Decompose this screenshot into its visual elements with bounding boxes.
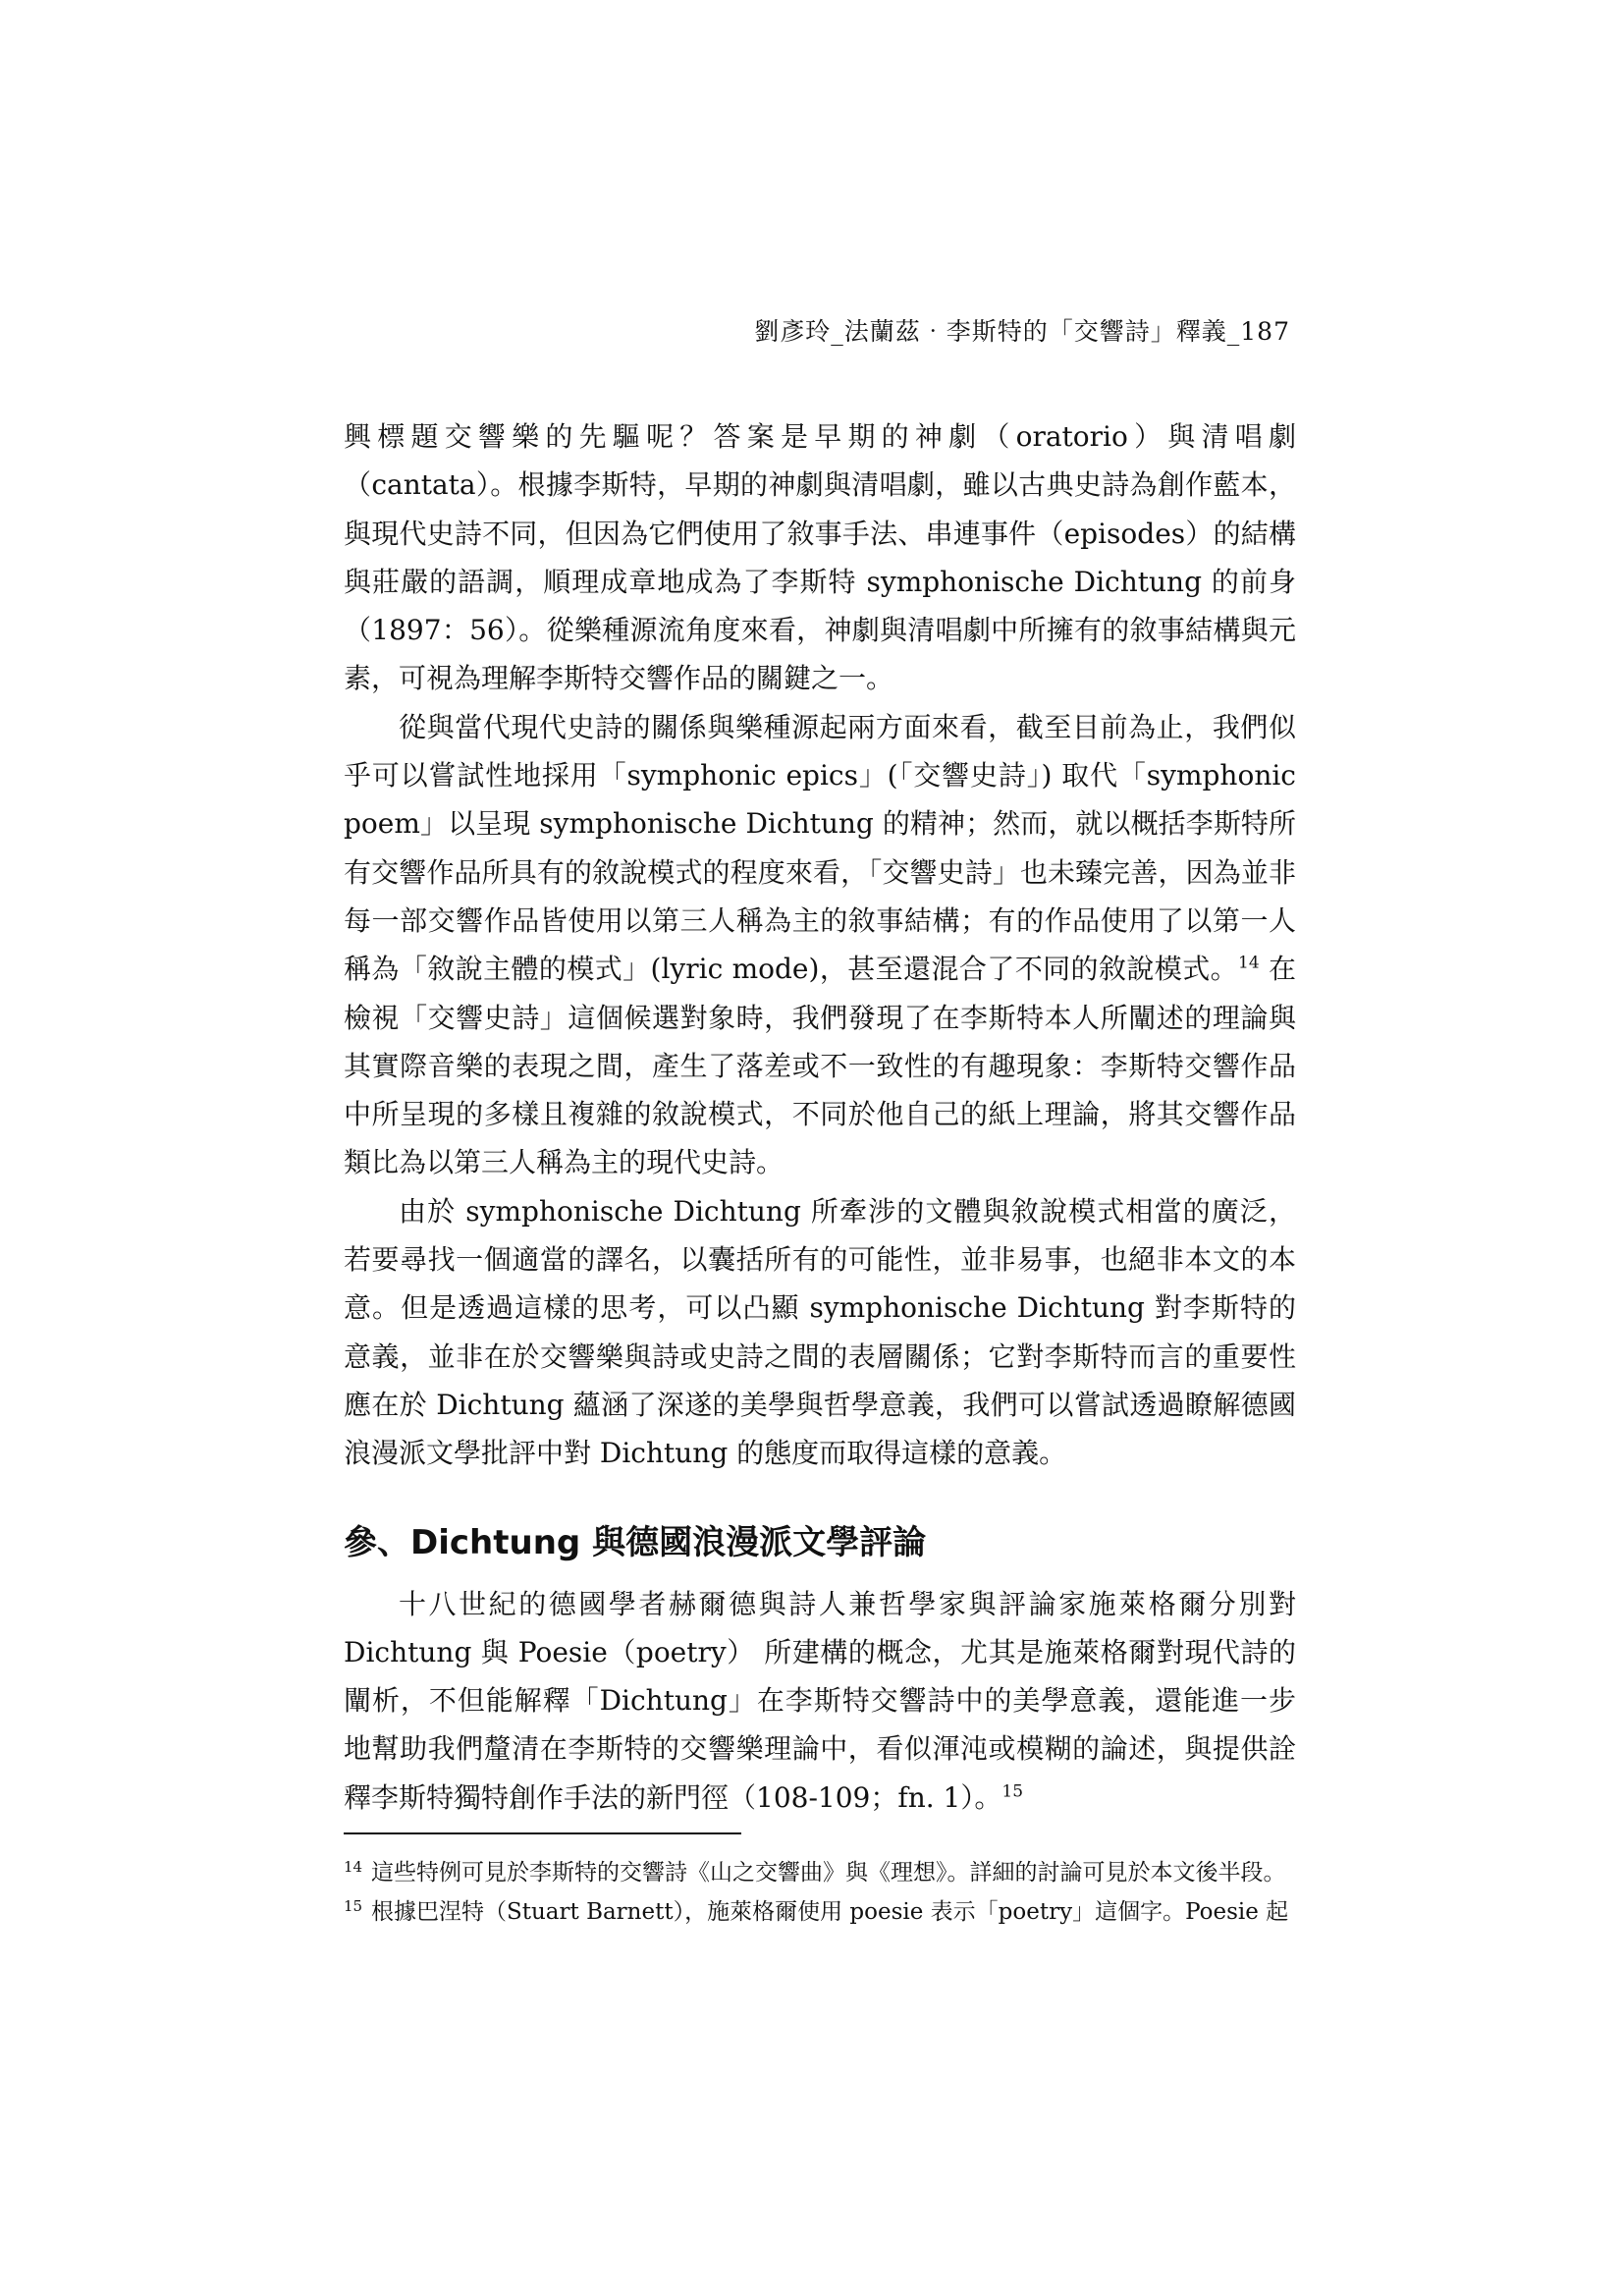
footnote-ref-15[interactable]: 15 <box>1001 1781 1024 1802</box>
paragraph-2-continuation: 在檢視「交響史詩」這 <box>344 953 1297 1034</box>
paragraph-4-text: 十八世紀的德國學者赫爾德與詩人兼哲學家與評論家施萊格爾分別對 Dichtung 與 Poesie（poetry） 所建構的概念，尤其是施萊格爾對現代詩的闡析，不但能解釋「Dichtung」在李斯特交響詩中的美學意義，還能進一步地幫助我們釐清在李斯特的交響樂理論中，看似渾沌或模糊的論述，與提供詮釋李斯特獨特創作手法的新門徑（108-109；fn. 1）。 <box>344 1587 1296 1814</box>
footnote-text: 根據巴涅特（Stuart Barnett），施萊格爾使用 poesie 表示「poetry」這個字。Poesie 起 <box>371 1899 1289 1925</box>
paragraph-3: 由於 symphonische Dichtung 所牽涉的文體與敘說模式相當的廣泛，若要尋找一個適當的譯名，以囊括所有的可能性，並非易事，也絕非本文的本意。但是透過這樣的思考，可以凸顯 symphonische Dichtung 對李斯特的意義，並非在於交響樂與詩或史詩之間的表層關係；它對李斯特而言的重要性應在於 Dichtung 蘊涵了深遂的美學與哲學意義，我們可以嘗試透過瞭解德國浪漫派文學批評中對 Dichtung 的態度而取得這樣的意義。 <box>344 1194 1296 1470</box>
footnote-number: 14 <box>344 1858 363 1876</box>
footnote-divider <box>344 1832 741 1834</box>
paragraph-2 <box>344 703 1296 1187</box>
body-text <box>344 412 1296 1822</box>
paragraph-4 <box>344 1580 1296 1822</box>
paragraph-2-tail: 個候選對象時，我們發現了在李斯特本人所闡述的理論與其實際音樂的表現之間，產生了落差或不一致性的有趣現象：李斯特交響作品中所呈現的多樣且複雜的敘說模式，不同於他自己的紙上理論，將其交響作品類比為以第三人稱為主的現代史詩。 <box>344 1001 1296 1179</box>
section-heading: 參、Dichtung 與德國浪漫派文學評論 <box>344 1522 927 1562</box>
footnotes <box>344 1854 1296 1933</box>
footnote-number: 15 <box>344 1897 363 1915</box>
footnote-15 <box>344 1893 1296 1931</box>
running-header: 劉彥玲_法蘭茲‧李斯特的「交響詩」釋義_187 <box>754 317 1290 346</box>
paragraph-2-text: 從與當代現代史詩的關係與樂種源起兩方面來看，截至目前為止，我們似乎可以嘗試性地採用「symphonic epics」(「交響史詩」) 取代「symphonic poem」以呈現 symphonische Dichtung 的精神；然而，就以概括李斯特所有交響作品所具有的敘說模式的程度來看，「交響史詩」也未臻完善，因為並非每一部交響作品皆使用以第三人稱為主的敘事結構；有的作品使用了以第一人稱為「敘說主體的模式」(lyric mode)，甚至還混合了不同的敘說模式。 <box>344 710 1296 986</box>
paragraph-1: 興標題交響樂的先驅呢？答案是早期的神劇（oratorio）與清唱劇（cantata）。根據李斯特，早期的神劇與清唱劇，雖以古典史詩為創作藍本，與現代史詩不同，但因為它們使用了敘事手法、串連事件（episodes）的結構與莊嚴的語調，順理成章地成為了李斯特 symphonische Dichtung 的前身（1897：56）。從樂種源流角度來看，神劇與清唱劇中所擁有的敘事結構與元素，可視為理解李斯特交響作品的關鍵之一。 <box>344 420 1296 695</box>
footnote-ref-14[interactable]: 14 <box>1238 953 1260 973</box>
footnote-14 <box>344 1854 1296 1891</box>
footnote-text: 這些特例可見於李斯特的交響詩《山之交響曲》與《理想》。詳細的討論可見於本文後半段。 <box>371 1860 1286 1886</box>
